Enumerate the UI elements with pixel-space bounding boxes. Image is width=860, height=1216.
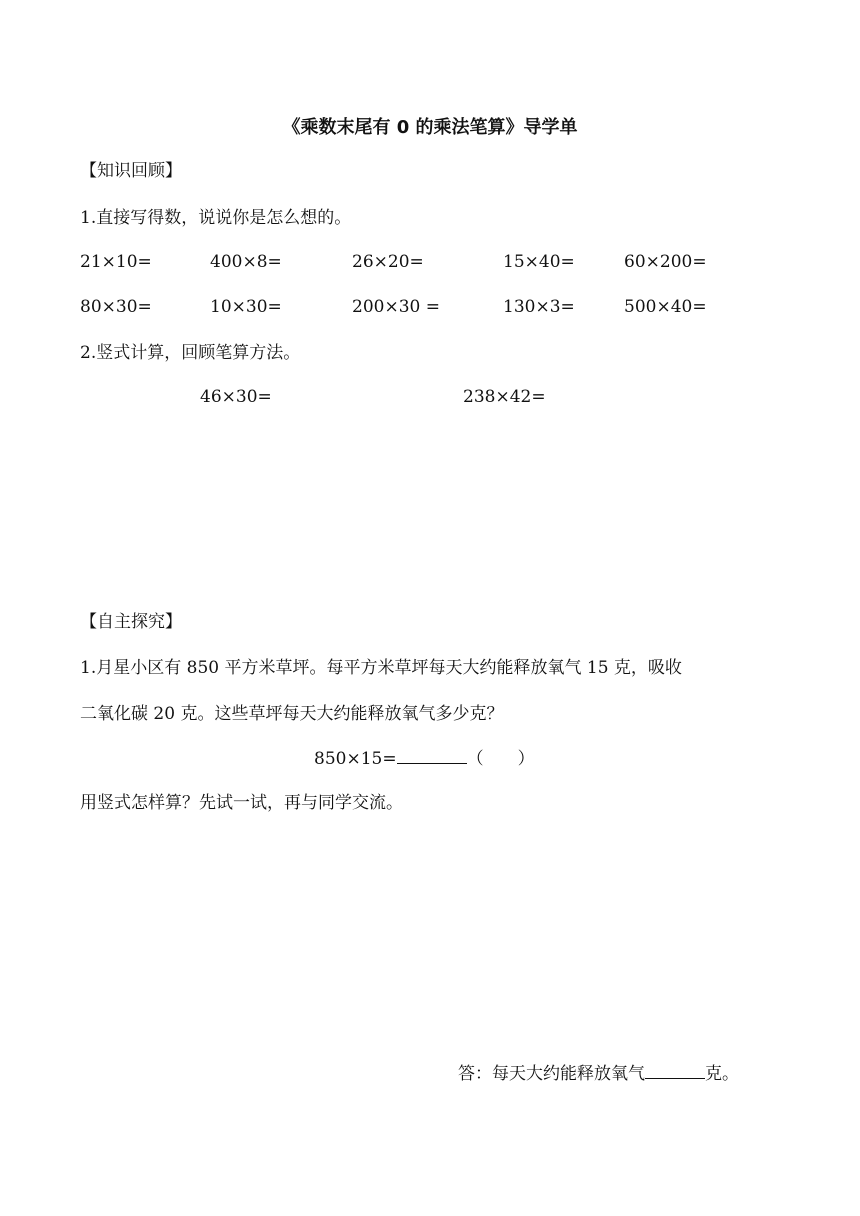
problem-text-line-1: 1.月星小区有 850 平方米草坪。每平方米草坪每天大约能释放氧气 15 克，吸收 xyxy=(80,658,682,678)
answer-suffix: 克。 xyxy=(705,1064,739,1084)
instruction-text: 用竖式怎样算？先试一试，再与同学交流。 xyxy=(80,793,403,813)
equation: 850×15= xyxy=(314,749,397,769)
math-item: 80×30= xyxy=(80,297,152,317)
equation-line xyxy=(314,749,535,768)
unit-parentheses[interactable]: （ ） xyxy=(466,749,535,769)
math-item: 400×8= xyxy=(210,252,282,272)
math-item: 10×30= xyxy=(210,297,282,317)
math-item: 60×200= xyxy=(624,252,707,272)
answer-blank-final[interactable] xyxy=(645,1064,705,1079)
math-item: 15×40= xyxy=(503,252,575,272)
question-2-text: 2.竖式计算，回顾笔算方法。 xyxy=(80,343,301,363)
math-item: 26×20= xyxy=(352,252,424,272)
math-item: 200×30 = xyxy=(352,297,440,317)
question-1-text: 1.直接写得数，说说你是怎么想的。 xyxy=(80,208,352,228)
vertical-calc-item: 46×30= xyxy=(200,387,272,407)
section-heading-review: 【知识回顾】 xyxy=(80,161,182,181)
answer-blank[interactable] xyxy=(397,749,467,764)
page-title: 《乘数末尾有 0 的乘法笔算》导学单 xyxy=(282,117,578,138)
vertical-calc-item: 238×42= xyxy=(463,387,546,407)
math-item: 500×40= xyxy=(624,297,707,317)
math-item: 130×3= xyxy=(503,297,575,317)
answer-prefix: 答：每天大约能释放氧气 xyxy=(458,1064,645,1084)
answer-line xyxy=(458,1064,739,1083)
section-heading-explore: 【自主探究】 xyxy=(80,612,182,632)
problem-text-line-2: 二氧化碳 20 克。这些草坪每天大约能释放氧气多少克？ xyxy=(80,704,504,724)
math-item: 21×10= xyxy=(80,252,152,272)
